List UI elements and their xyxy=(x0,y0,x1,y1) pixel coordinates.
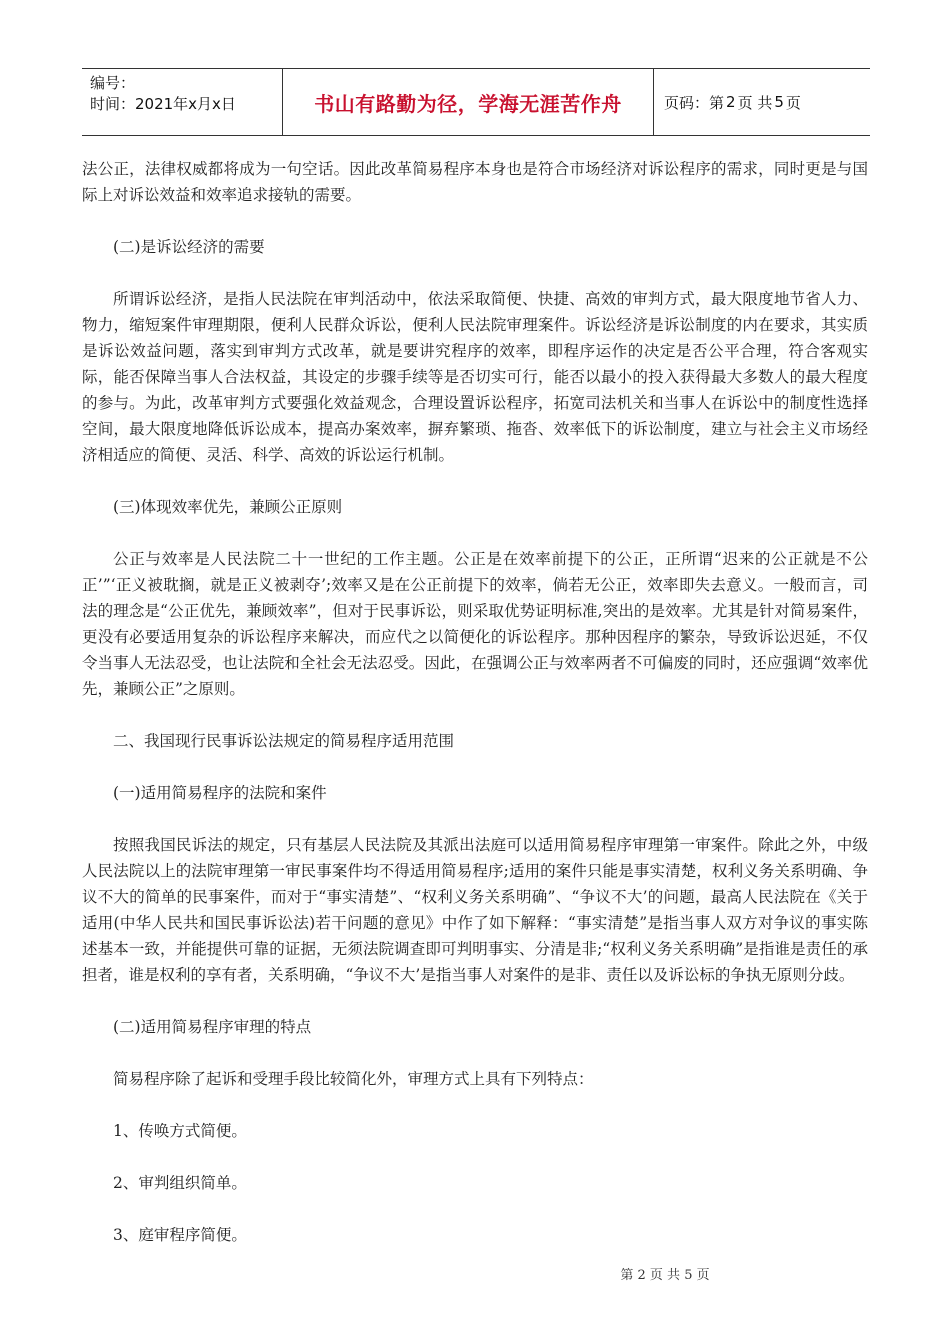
section-heading-1: (一)适用简易程序的法院和案件 xyxy=(113,784,327,802)
page-footer: 第 2 页 共 5 页 xyxy=(620,1268,710,1283)
section-heading-2: (二)是诉讼经济的需要 xyxy=(113,238,265,256)
header-page-info xyxy=(654,69,870,135)
chapter-heading-2: 二、我国现行民事诉讼法规定的简易程序适用范围 xyxy=(113,732,455,750)
page-number: 2 xyxy=(726,93,736,111)
header-meta xyxy=(82,69,282,135)
paragraph-litigation-economy: 所谓诉讼经济，是指人民法院在审判活动中，依法采取简便、快捷、高效的审判方式，最大限度地节省人力、物力，缩短案件审理期限，便利人民群众诉讼，便利人民法院审理案件。诉讼经济是诉讼制度的内在要求，其实质是诉讼效益问题，落实到审判方式改革，就是要讲究程序的效率，即程序运作的决定是否公平合理，符合客观实际，能否保障当事人合法权益，其设定的步骤手续等是否切实可行，能否以最小的投入获得最大多数人的最大程度的参与。为此，改革审判方式要强化效益观念，合理设置诉讼程序，拓宽司法机关和当事人在诉讼中的制度性选择空间，最大限度地降低诉讼成本，提高办案效率，摒弃繁琐、拖沓、效率低下的诉讼制度，建立与社会主义市场经济相适应的简便、灵活、科学、高效的诉讼运行机制。 xyxy=(82,290,868,464)
paragraph-continuation: 法公正，法律权威都将成为一句空话。因此改革简易程序本身也是符合市场经济对诉讼程序的需求，同时更是与国际上对诉讼效益和效率追求接轨的需要。 xyxy=(82,160,868,204)
paragraph-efficiency: 公正与效率是人民法院二十一世纪的工作主题。公正是在效率前提下的公正，正所谓“迟来的公正就是不公正’”‘正义被耽搁，就是正义被剥夺’;效率又是在公正前提下的效率，倘若无公正，效率即失去意义。一般而言，司法的理念是“公正优先，兼顾效率”，但对于民事诉讼，则采取优势证明标准,突出的是效率。尤其是针对简易案件，更没有必要适用复杂的诉讼程序来解决，而应代之以简便化的诉讼程序。那种因程序的繁杂，导致诉讼迟延，不仅令当事人无法忍受，也让法院和全社会无法忍受。因此，在强调公正与效率两者不可偏废的同时，还应强调“效率优先，兼顾公正”之原则。 xyxy=(82,550,868,698)
list-item: 3、庭审程序简便。 xyxy=(113,1226,247,1244)
paragraph-features-intro: 简易程序除了起诉和受理手段比较简化外，审理方式上具有下列特点： xyxy=(113,1070,594,1088)
header-motto: 书山有路勤为径，学海无涯苦作舟 xyxy=(282,69,654,135)
document-body xyxy=(82,156,868,1248)
section-heading-3: (三)体现效率优先，兼顾公正原则 xyxy=(113,498,343,516)
doc-code-label: 编号： xyxy=(90,74,136,92)
page-header xyxy=(82,68,870,136)
page-total: 5 xyxy=(774,93,784,111)
list-item: 2、审判组织简单。 xyxy=(113,1174,247,1192)
page-label: 页码：第 xyxy=(664,93,725,112)
list-item: 1、传唤方式简便。 xyxy=(113,1122,247,1140)
page-mid: 页 共 xyxy=(737,93,773,112)
paragraph-scope: 按照我国民诉法的规定，只有基层人民法院及其派出法庭可以适用简易程序审理第一审案件。除此之外，中级人民法院以上的法院审理第一审民事案件均不得适用简易程序;适用的案件只能是事实清楚，权利义务关系明确、争议不大的简单的民事案件，而对于“事实清楚”、“权利义务关系明确”、“争议不大’的问题，最高人民法院在《关于适用(中华人民共和国民事诉讼法)若干问题的意见》中作了如下解释：“事实清楚”是指当事人双方对争议的事实陈述基本一致，并能提供可靠的证据，无须法院调查即可判明事实、分清是非;“权利义务关系明确”是指谁是责任的承担者，谁是权利的享有者，关系明确，“争议不大’是指当事人对案件的是非、责任以及诉讼标的争执无原则分歧。 xyxy=(82,836,868,984)
doc-time: 时间：2021年x月x日 xyxy=(90,95,236,113)
page-end: 页 xyxy=(785,93,801,112)
section-heading-features: (二)适用简易程序审理的特点 xyxy=(113,1018,312,1036)
